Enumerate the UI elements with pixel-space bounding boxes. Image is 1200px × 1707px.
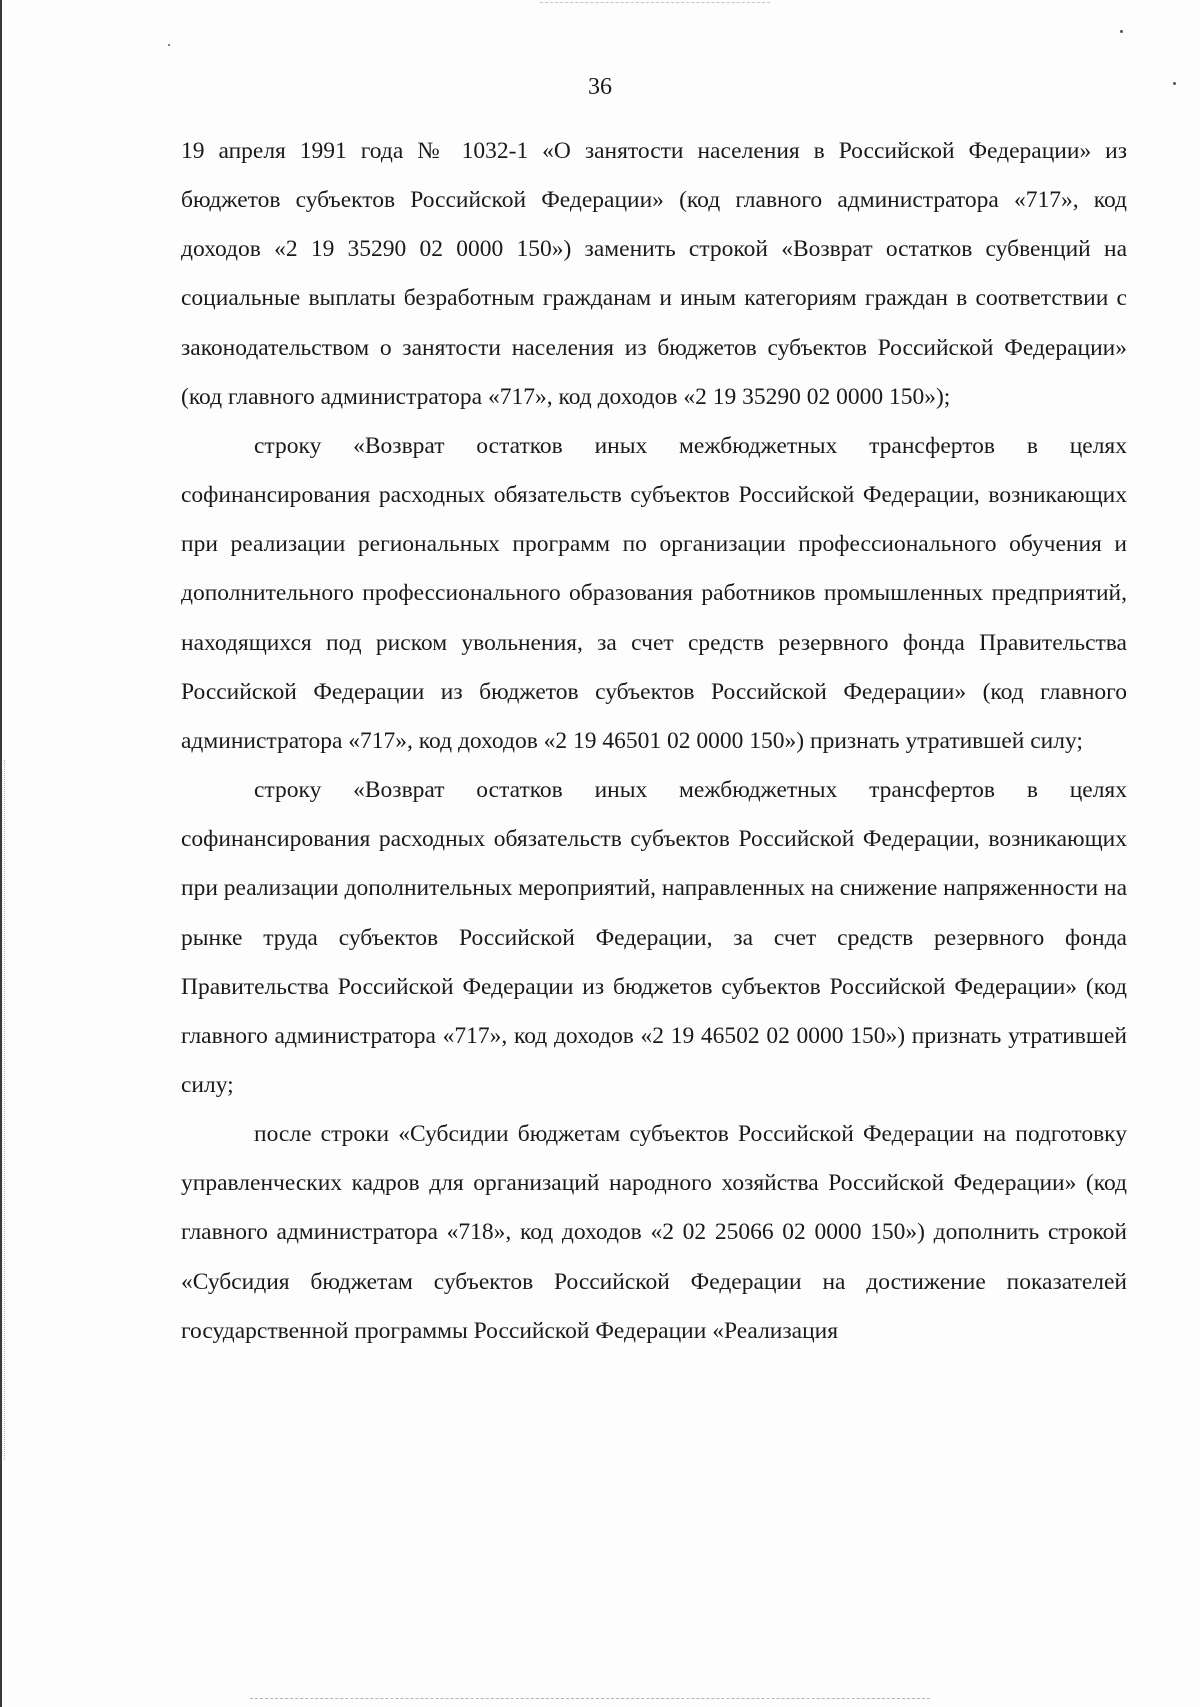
page-number: 36	[588, 74, 612, 100]
scan-speck	[168, 44, 170, 46]
scan-bottom-marks	[250, 1698, 930, 1701]
scan-top-marks	[540, 2, 770, 5]
paragraph-continuation: 19 апреля 1991 года № 1032-1 «О занятости населения в Российской Федерации» из бюджетов субъектов Российской Федерации» (код главного администратора «717», код доходов «2 19 35290 02 0000 150») заменить строкой «Возврат остатков субвенций на социальные выплаты безработным гражданам и иным категориям граждан в соответствии с законодательством о занятости населения из бюджетов субъектов Российской Федерации» (код главного администратора «717», код доходов «2 19 35290 02 0000 150»);	[181, 138, 1127, 410]
document-body	[181, 127, 1127, 1356]
scan-speck	[1120, 30, 1123, 33]
paragraph-invalidate-row-46501: строку «Возврат остатков иных межбюджетных трансфертов в целях софинансирования расходных обязательств субъектов Российской Федерации, возникающих при реализации региональных программ по организации профессионального обучения и дополнительного профессионального образования работников промышленных предприятий, находящихся под риском увольнения, за счет средств резервного фонда Правительства Российской Федерации из бюджетов субъектов Российской Федерации» (код главного администратора «717», код доходов «2 19 46501 02 0000 150») признать утратившей силу;	[181, 432, 1127, 754]
paragraph-invalidate-row-46502: строку «Возврат остатков иных межбюджетных трансфертов в целях софинансирования расходных обязательств субъектов Российской Федерации, возникающих при реализации дополнительных мероприятий, направленных на снижение напряженности на рынке труда субъектов Российской Федерации, за счет средств резервного фонда Правительства Российской Федерации из бюджетов субъектов Российской Федерации» (код главного администратора «717», код доходов «2 19 46502 02 0000 150») признать утратившей силу;	[181, 777, 1128, 1098]
paragraph-add-subsidy-row: после строки «Субсидии бюджетам субъектов Российской Федерации на подготовку управленческих кадров для организаций народного хозяйства Российской Федерации» (код главного администратора «718», код доходов «2 02 25066 02 0000 150») дополнить строкой «Субсидия бюджетам субъектов Российской Федерации на достижение показателей государственной программы Российской Федерации «Реализация	[181, 1121, 1127, 1344]
scan-left-edge	[0, 0, 2, 1707]
scan-artifacts	[4, 760, 13, 1460]
